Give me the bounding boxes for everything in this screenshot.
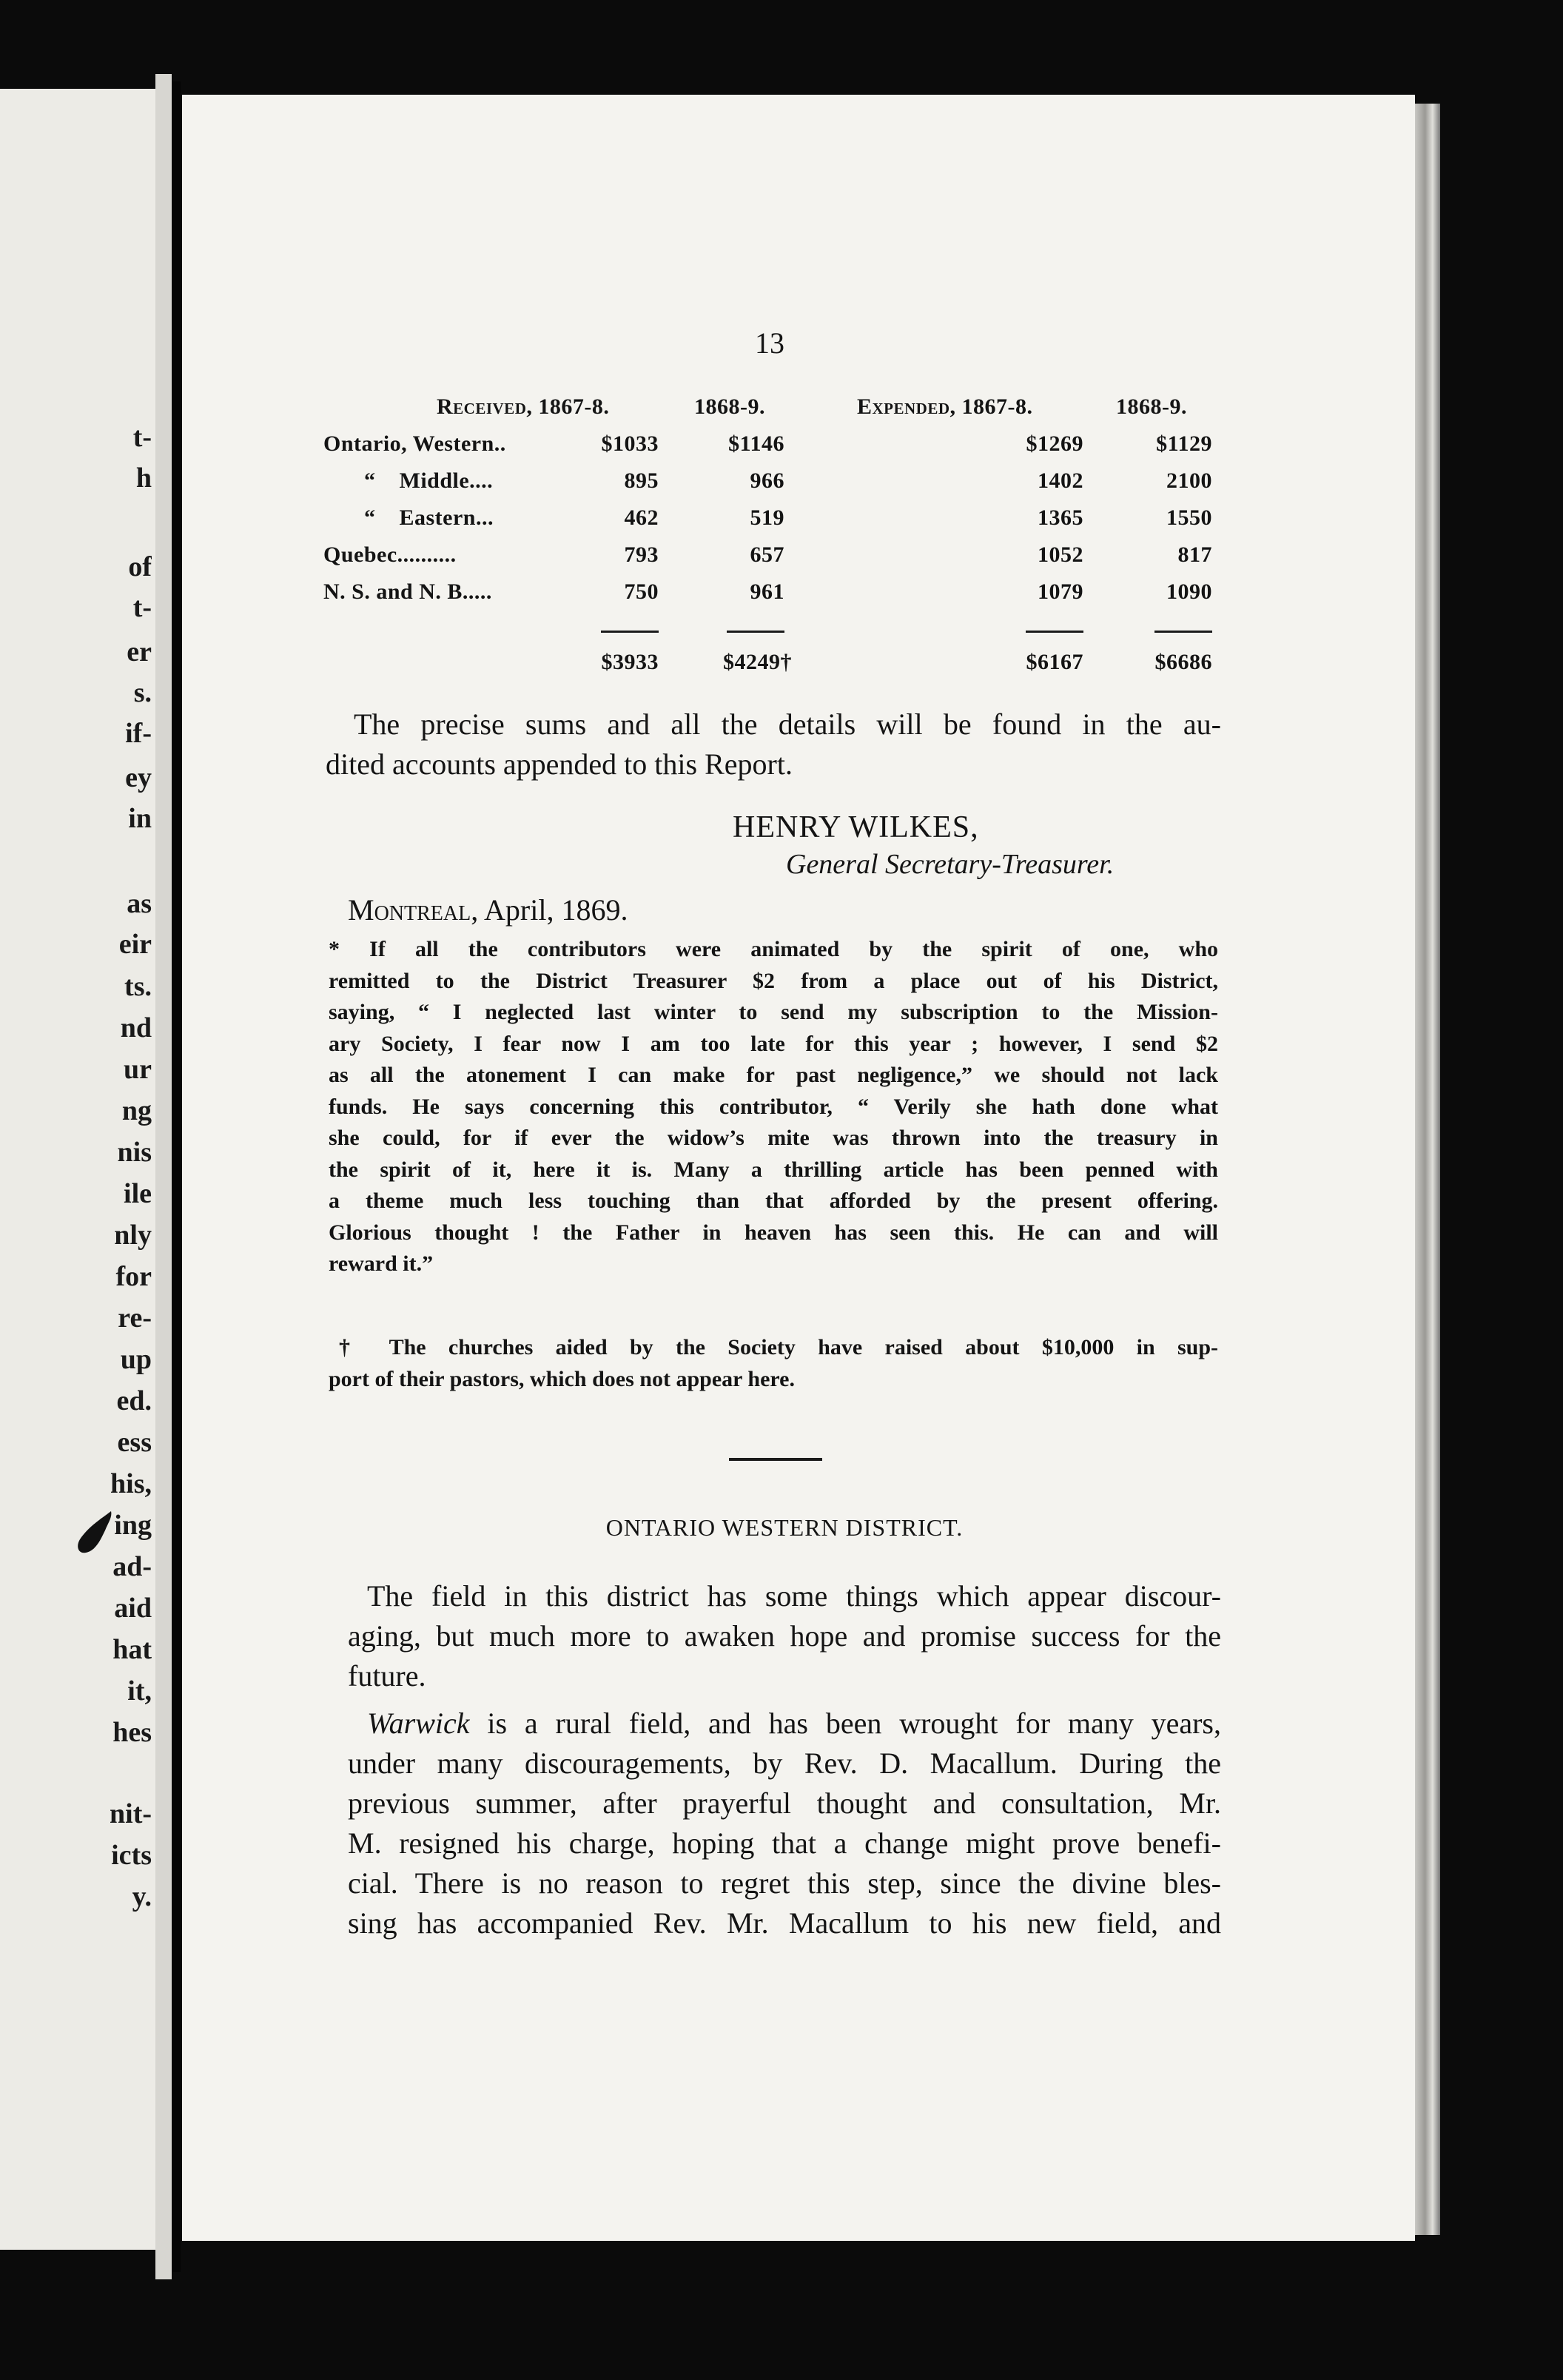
page-number: 13 (755, 326, 784, 360)
table-cell-district: N. S. and N. B..... (323, 579, 492, 604)
signature-name: HENRY WILKES, (733, 810, 979, 844)
book-gutter (155, 74, 172, 2279)
left-fragment: ey (125, 762, 152, 793)
place-name-italic: Warwick (367, 1707, 470, 1740)
dateline (348, 892, 628, 927)
left-fragment: nis (117, 1137, 152, 1168)
total-rule (1154, 631, 1212, 633)
left-fragment: ing (114, 1510, 152, 1541)
table-cell-district: Ontario, Western.. (323, 431, 506, 456)
left-fragment: hes (112, 1717, 152, 1748)
text-line: Warwick is a rural field, and has been wrought for many years, (367, 1707, 1221, 1740)
table-cell-received-1868: 657 (750, 542, 784, 567)
footnote-line: funds. He says concerning this contributor, “ Verily she hath done what (329, 1094, 1218, 1119)
total-rule (727, 631, 784, 633)
footnote-line: as all the atonement I can make for past negligence,” we should not lack (329, 1063, 1218, 1087)
table-cell-district: Quebec.......... (323, 542, 457, 567)
left-fragment: t- (132, 592, 152, 623)
text-line: dited accounts appended to this Report. (326, 747, 793, 781)
footnote-line: the spirit of it, here it is. Many a thrilling article has been penned with (329, 1157, 1218, 1182)
total-expended-1867: $6167 (1026, 650, 1083, 674)
text-line: future. (348, 1659, 426, 1692)
table-cell-received-1868: 961 (750, 579, 784, 604)
left-fragment: t- (132, 422, 152, 453)
footnote-line: remitted to the District Treasurer $2 from a place out of his District, (329, 968, 1218, 993)
footnote-line: port of their pastors, which does not appear here. (329, 1366, 795, 1391)
left-fragment: nly (114, 1220, 152, 1251)
table-cell-received-1867: $1033 (601, 431, 659, 456)
total-received-1867: $3933 (601, 650, 659, 674)
table-cell-expended-1867: 1079 (1038, 579, 1083, 604)
total-received-1868: $4249† (723, 650, 792, 674)
footnote-dagger (329, 1332, 1218, 1395)
table-cell-received-1868: $1146 (728, 431, 784, 456)
section-divider (729, 1458, 822, 1461)
left-fragment: hat (112, 1634, 152, 1665)
footnote-line: † The churches aided by the Society have raised about $10,000 in sup- (339, 1335, 1218, 1359)
total-rule (1026, 631, 1083, 633)
footnote-line: saying, “ I neglected last winter to send my subscription to the Mission- (329, 1000, 1218, 1024)
table-cell-expended-1868: 2100 (1166, 468, 1212, 493)
section-paragraph (348, 1576, 1221, 1696)
table-cell-expended-1867: $1269 (1026, 431, 1083, 456)
text-line: The precise sums and all the details will be found in the au- (354, 707, 1221, 741)
table-cell-expended-1867: 1402 (1038, 468, 1083, 493)
table-cell-received-1867: 793 (624, 542, 659, 567)
left-fragment: ts. (124, 971, 152, 1002)
left-fragment: his, (110, 1468, 152, 1499)
left-fragment: in (128, 803, 152, 834)
total-expended-1868: $6686 (1154, 650, 1212, 674)
page-edge-shadow (1415, 104, 1440, 2235)
table-cell-expended-1867: 1365 (1038, 505, 1083, 530)
left-fragment: y. (132, 1881, 152, 1912)
signature-title: General Secretary-Treasurer. (786, 849, 1115, 880)
table-header-expended-year2: 1868-9. (1116, 394, 1187, 419)
left-fragment: ur (124, 1054, 152, 1085)
footnote-line: ary Society, I fear now I am too late for this year ; however, I send $2 (329, 1031, 1218, 1056)
left-page-edge (0, 89, 155, 2250)
left-fragment: ng (121, 1095, 152, 1126)
left-fragment: ess (117, 1427, 152, 1458)
left-fragment: of (128, 551, 152, 582)
text-line: aging, but much more to awaken hope and promise success for the (348, 1619, 1221, 1653)
footnote-line: reward it.” (329, 1251, 434, 1276)
left-fragment: if- (125, 718, 152, 749)
table-cell-received-1868: 966 (750, 468, 784, 493)
left-fragment: ad- (112, 1551, 152, 1582)
left-fragment: h (135, 463, 152, 494)
closing-paragraph (326, 705, 1221, 784)
left-fragment: as (127, 888, 152, 919)
text-line: previous summer, after prayerful thought and consultation, Mr. (348, 1786, 1221, 1820)
table-header-received-year2: 1868-9. (694, 394, 765, 419)
text-line: M. resigned his charge, hoping that a change might prove benefi- (348, 1826, 1221, 1860)
left-fragment: up (120, 1344, 152, 1375)
ink-blot-icon (74, 1510, 115, 1556)
left-fragment: nit- (110, 1798, 152, 1829)
footnote-star (329, 934, 1218, 1280)
table-cell-expended-1867: 1052 (1038, 542, 1083, 567)
left-fragment: aid (114, 1593, 152, 1624)
table-cell-district: “ Eastern... (364, 505, 494, 530)
left-fragment: er (127, 636, 152, 668)
left-fragment: it, (127, 1675, 152, 1707)
text-line: cial. There is no reason to regret this step, since the divine bles- (348, 1866, 1221, 1900)
table-cell-expended-1868: 1550 (1166, 505, 1212, 530)
left-fragment: icts (111, 1840, 152, 1871)
dateline-place: Montreal, (348, 893, 479, 927)
left-fragment: nd (120, 1012, 152, 1043)
left-fragment: ed. (116, 1385, 152, 1416)
footnote-line: Glorious thought ! the Father in heaven has seen this. He can and will (329, 1220, 1218, 1245)
footnote-line: * If all the contributors were animated by the spirit of one, who (329, 937, 1218, 961)
table-cell-expended-1868: $1129 (1156, 431, 1212, 456)
text-line: The field in this district has some things which appear discour- (367, 1579, 1221, 1613)
footnote-line: she could, for if ever the widow’s mite was thrown into the treasury in (329, 1126, 1218, 1150)
table-cell-district: “ Middle.... (364, 468, 494, 493)
left-fragment: eir (118, 929, 152, 960)
left-fragment: for (115, 1261, 152, 1292)
table-cell-expended-1868: 817 (1177, 542, 1212, 567)
page-border-rule (172, 81, 181, 2272)
dateline-date: April, 1869. (484, 893, 628, 927)
table-cell-received-1867: 462 (624, 505, 659, 530)
section-heading: ONTARIO WESTERN DISTRICT. (605, 1514, 964, 1541)
table-header-expended: Expended, 1867-8. (857, 394, 1033, 419)
total-rule (601, 631, 659, 633)
section-paragraph (348, 1704, 1221, 1943)
table-header-received: Received, 1867-8. (437, 394, 610, 419)
text-line: sing has accompanied Rev. Mr. Macallum to his new field, and (348, 1906, 1221, 1940)
table-cell-expended-1868: 1090 (1166, 579, 1212, 604)
table-cell-received-1867: 750 (624, 579, 659, 604)
left-fragment: ile (124, 1178, 152, 1209)
footnote-line: a theme much less touching than that afforded by the present offering. (329, 1189, 1218, 1213)
table-cell-received-1868: 519 (750, 505, 784, 530)
left-fragment: s. (133, 677, 152, 708)
table-cell-received-1867: 895 (624, 468, 659, 493)
left-fragment: re- (118, 1302, 152, 1334)
text-line: under many discouragements, by Rev. D. Macallum. During the (348, 1747, 1221, 1780)
